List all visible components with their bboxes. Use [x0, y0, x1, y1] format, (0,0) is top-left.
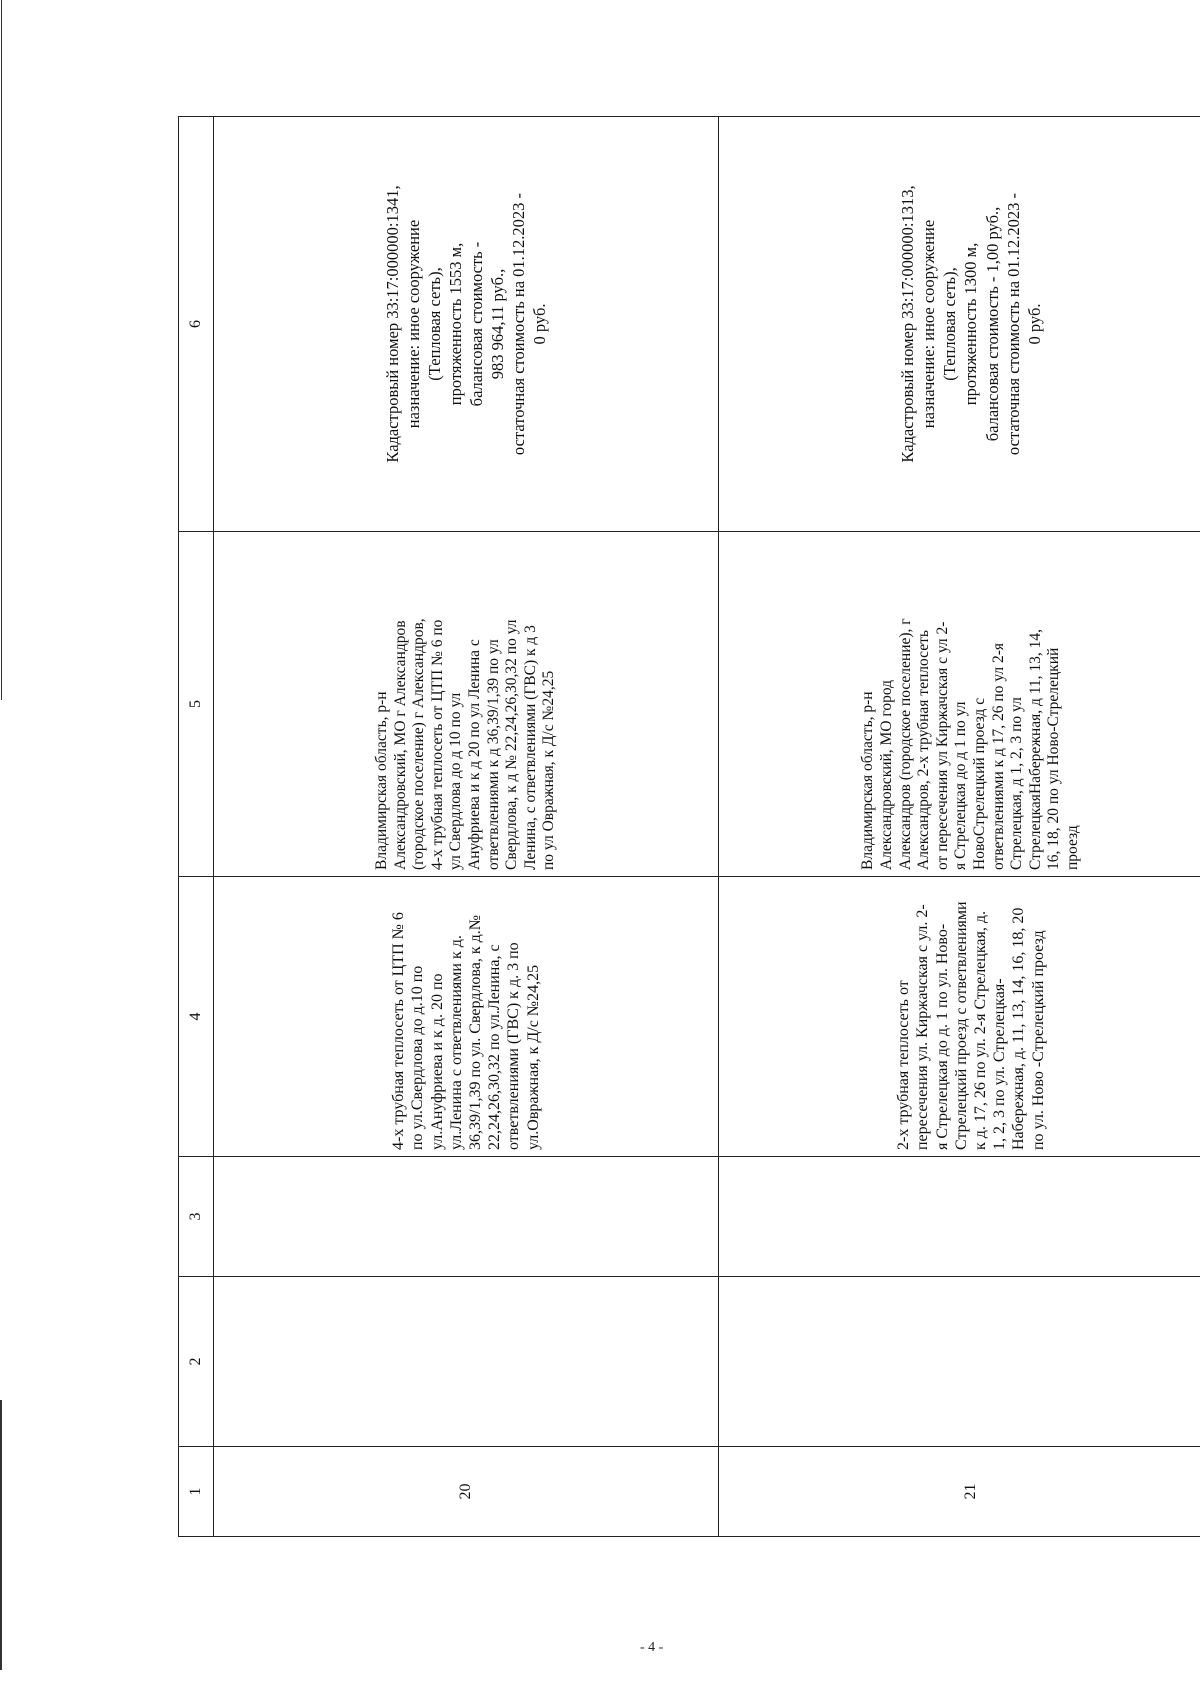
column-number: 2 [179, 1277, 214, 1447]
rotated-table-container [178, 117, 1200, 1537]
object-description: 4-х трубная теплосеть от ЦТП № 6 по ул.Свердлова до д.10 по ул.Ануфриева и к д. 20 по ул.Ленина с ответвлениями к д. 36,39/1,39 по ул. Свердлова, к д.№ 22,24,26,30,32 по ул.Ленина, с ответвлениями (ГВС) к д. 3 по ул.Овражная, к Д/с №24,25 [214, 877, 719, 1157]
row-number: 21 [719, 1447, 1200, 1537]
column-number: 3 [179, 1157, 214, 1277]
property-table [178, 116, 1200, 1537]
page-number-mark: - 4 - [640, 1640, 664, 1655]
column-number: 5 [179, 532, 214, 877]
column-number: 1 [179, 1447, 214, 1537]
object-address: Владимирская область, р-н Александровский, МО город Александров (городское поселение), г Александров, 2-х трубная теплосеть от пересечения ул Киржачская с ул 2- я Стрелецкая до д 1 по ул НовоСтрелецкий проезд с ответвлениями к д 17, 26 по ул 2-я Стрелецкая, д 1, 2, 3 по ул СтрелецкаяНабережная, д 11, 13, 14, 16, 18, 20 по ул Ново-Стрелецкий проезд [719, 532, 1200, 877]
column-number-row [179, 117, 214, 1537]
column-number: 4 [179, 877, 214, 1157]
cadastral-info: Кадастровый номер 33:17:000000:1313, назначение: иное сооружение (Тепловая сеть), протяженность 1300 м, балансовая стоимость - 1,00 руб., остаточная стоимость на 01.12.2023 - 0 руб. [719, 117, 1200, 532]
cell-col2 [214, 1277, 719, 1447]
column-number: 6 [179, 117, 214, 532]
table-row [214, 117, 719, 1537]
table-row [719, 117, 1200, 1537]
scan-margin-line [1, 0, 2, 700]
object-description: 2-х трубная теплосеть от пересечения ул. Киржачская с ул. 2- я Стрелецкая до д. 1 по ул. Ново- Стрелецкий проезд с ответвлениями к д. 17, 26 по ул. 2-я Стрелецкая, д. 1, 2, 3 по ул. Стрелецкая- Набережная, д. 11, 13, 14, 16, 18, 20 по ул. Ново -Стрелецкий проезд [719, 877, 1200, 1157]
cell-col2 [719, 1277, 1200, 1447]
cell-col3 [214, 1157, 719, 1277]
cadastral-info: Кадастровый номер 33:17:000000:1341, назначение: иное сооружение (Тепловая сеть), протяженность 1553 м, балансовая стоимость - 983 964,11 руб., остаточная стоимость на 01.12.2023 - 0 руб. [214, 117, 719, 532]
scan-margin-line [0, 1400, 2, 1670]
object-address: Владимирская область, р-н Александровский, МО г Александров (городское поселение) г Александров, 4-х трубная теплосеть от ЦТП № 6 по ул Свердлова до д 10 по ул Ануфриева и к д 20 по ул Ленина с ответвлениями к д 36,39/1,39 по ул Свердлова, к д № 22,24,26,30,32 по ул Ленина, с ответвлениями (ГВС) к д 3 по ул Овражная, к Д/с №24,25 [214, 532, 719, 877]
cell-col3 [719, 1157, 1200, 1277]
row-number: 20 [214, 1447, 719, 1537]
